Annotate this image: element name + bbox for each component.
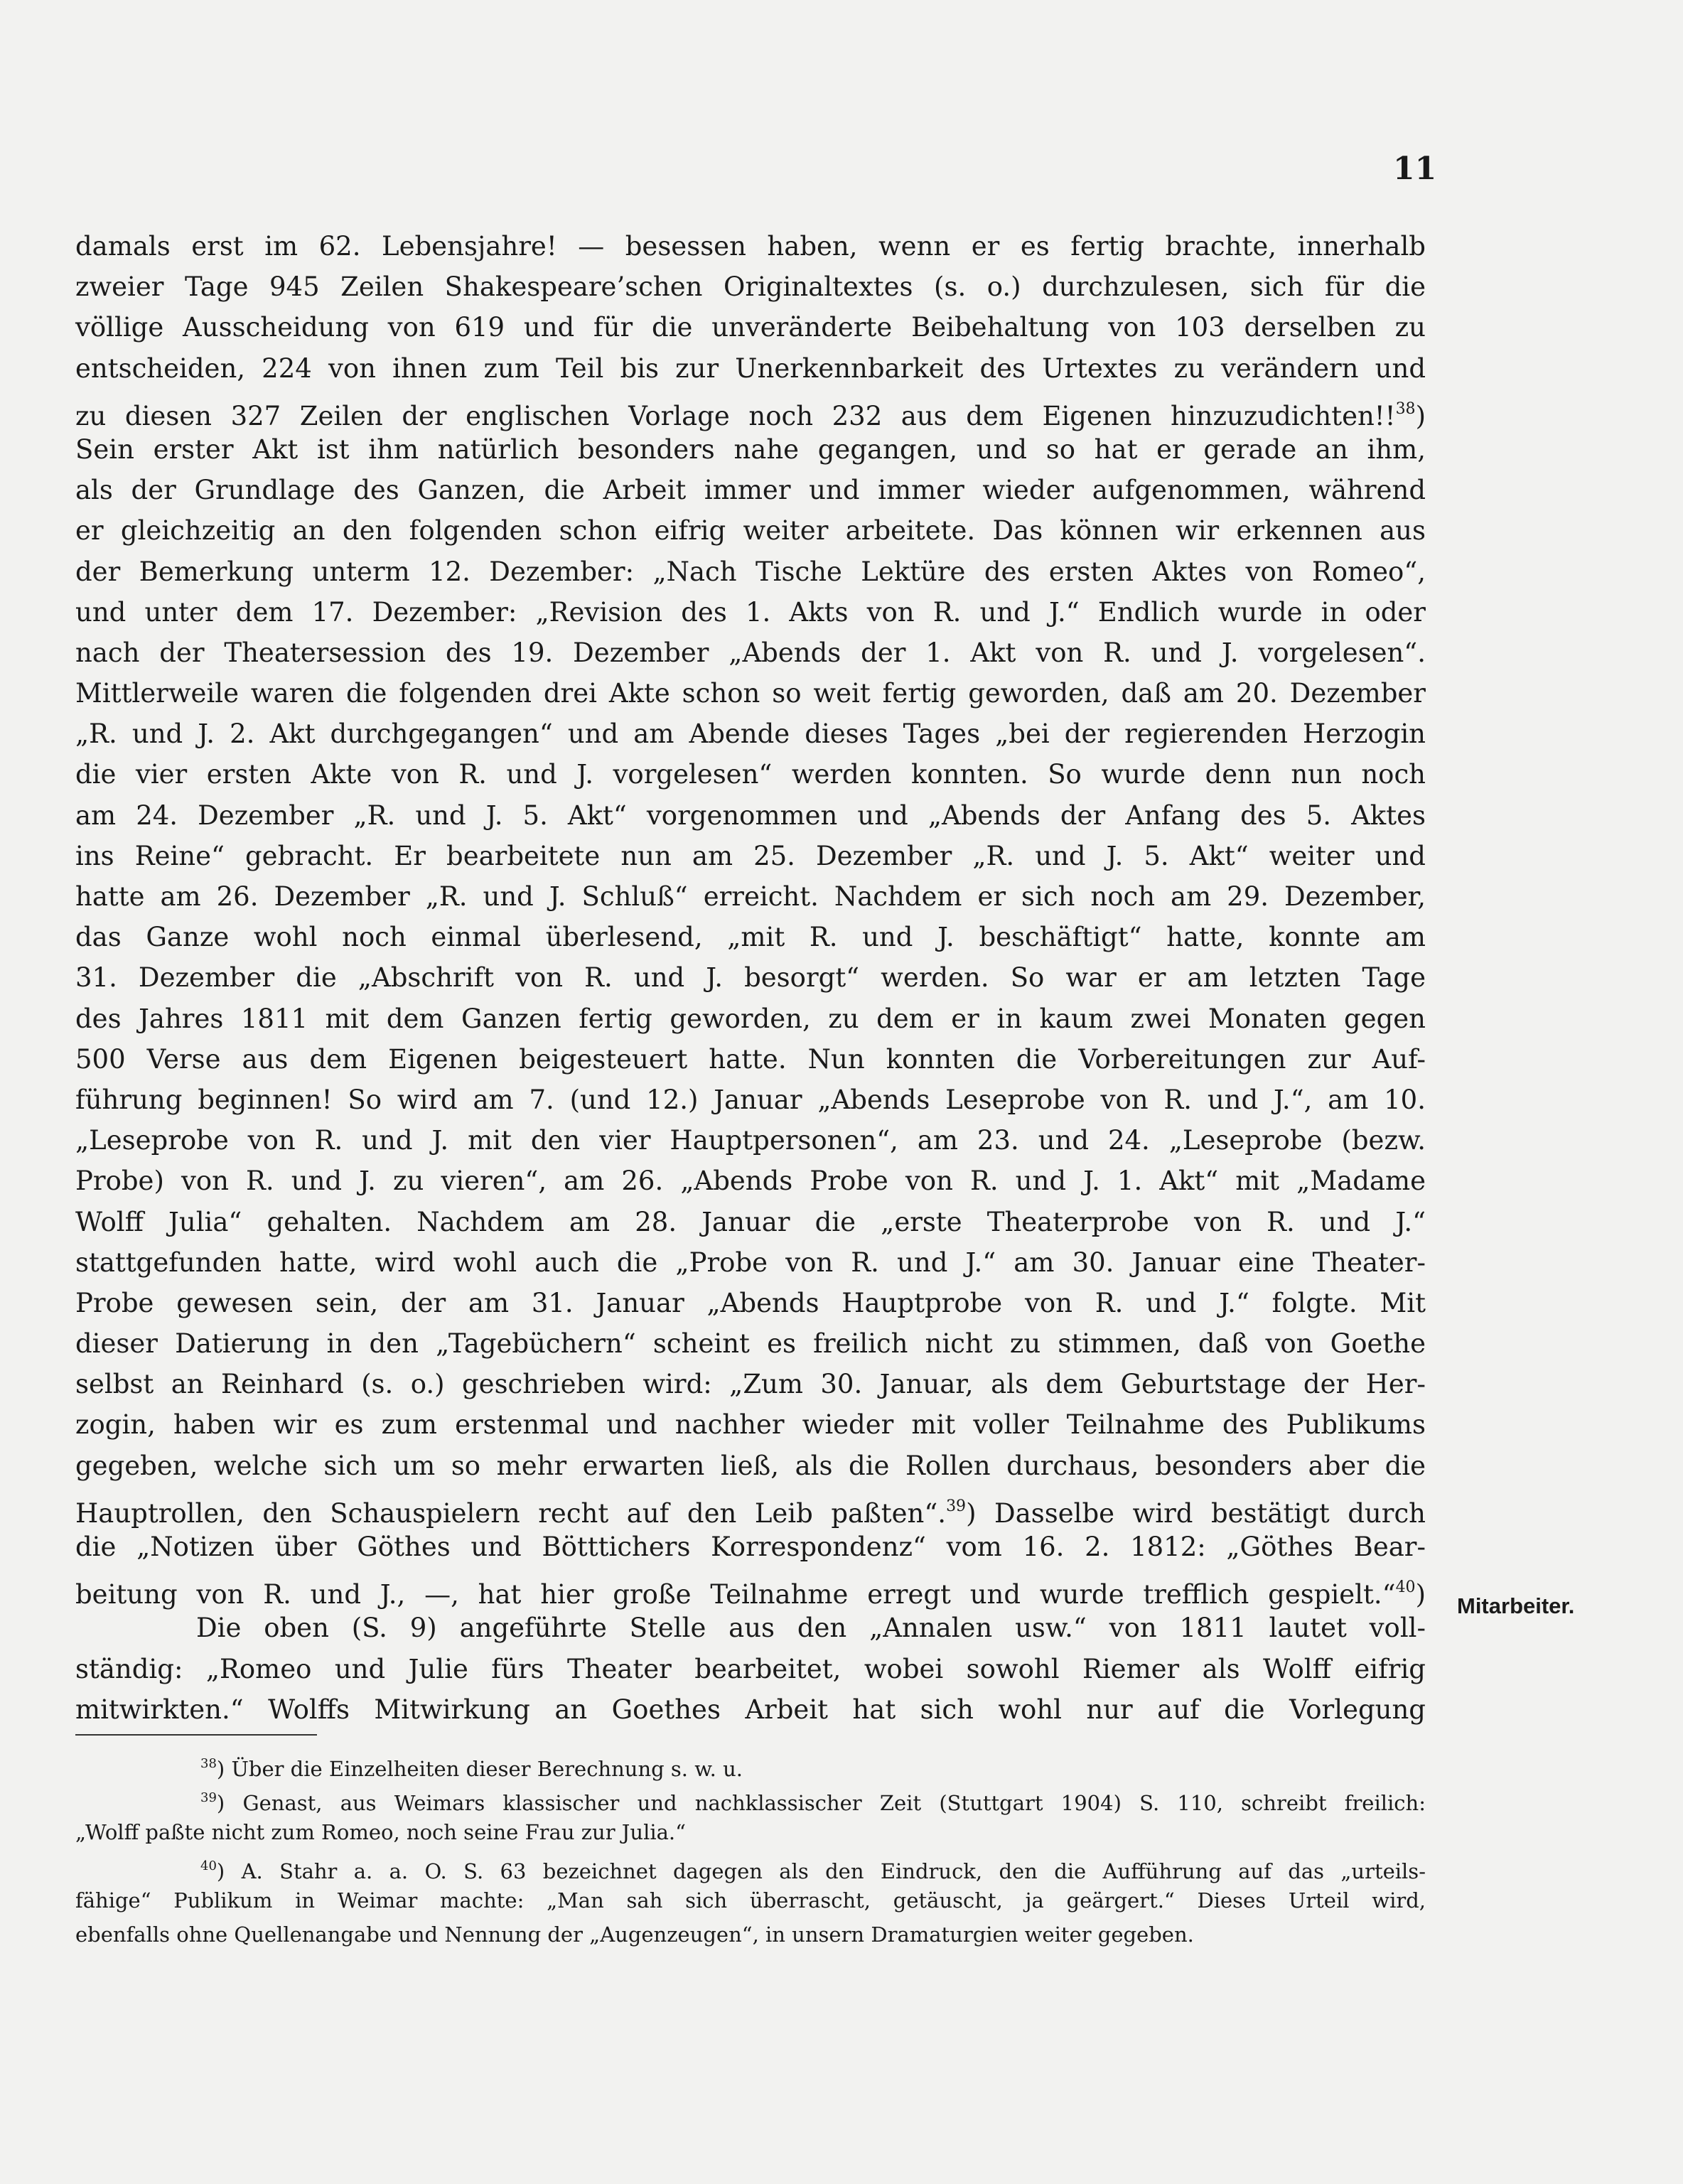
text-line: gegeben, welche sich um so mehr erwarten ließ, als die Rollen durchaus, besonders aber die [75, 1450, 1426, 1481]
footnote-divider [75, 1734, 317, 1736]
footnote-ref-40: 40 [1395, 1578, 1416, 1597]
text-line: Wolff Julia“ gehalten. Nachdem am 28. Januar die „erste Theaterprobe von R. und J.“ [75, 1206, 1426, 1237]
footnote-number: 39 [200, 1790, 217, 1805]
ref-close: ) [966, 1497, 977, 1529]
line-text: beitung von R. und J., —, hat hier große Teilnahme erregt und wurde trefflich gespielt.“ [75, 1579, 1396, 1610]
ref-close: ) [1415, 1579, 1426, 1610]
footnote-39-cont: „Wolff paßte nicht zum Romeo, noch seine Frau zur Julia.“ [75, 1820, 686, 1844]
text-line: mitwirkten.“ Wolffs Mitwirkung an Goethes Arbeit hat sich wohl nur auf die Vorlegung [75, 1694, 1426, 1725]
text-line: zweier Tage 945 Zeilen Shakespeare’schen Originaltextes (s. o.) durchzulesen, sich für die [75, 271, 1426, 303]
text-line: selbst an Reinhard (s. o.) geschrieben wird: „Zum 30. Januar, als dem Geburtstage der Her- [75, 1369, 1426, 1400]
text-line: Sein erster Akt ist ihm natürlich besonders nahe gegangen, und so hat er gerade an ihm, [75, 434, 1426, 465]
text-line: zogin, haben wir es zum erstenmal und nachher wieder mit voller Teilnahme des Publikums [75, 1409, 1426, 1441]
footnote-text: ) Genast, aus Weimars klassischer und nachklassischer Zeit (Stuttgart 1904) S. 110, schreibt freilich: [216, 1791, 1426, 1815]
text-line: 31. Dezember die „Abschrift von R. und J. besorgt“ werden. So war er am letzten Tage [75, 962, 1426, 994]
footnote-number: 40 [200, 1858, 217, 1873]
line-text: Hauptrollen, den Schauspielern recht auf den Leib paßten“. [75, 1497, 947, 1529]
text-line: der Bemerkung unterm 12. Dezember: „Nach Tische Lektüre des ersten Aktes von Romeo“, [75, 556, 1426, 587]
ref-close: ) [1415, 400, 1426, 431]
footnote-number: 38 [200, 1756, 217, 1771]
line-text-tail: Dasselbe wird bestätigt durch [976, 1497, 1426, 1529]
margin-note: Mitarbeiter. [1457, 1593, 1575, 1618]
text-line: das Ganze wohl noch einmal überlesend, „mit R. und J. beschäftigt“ hatte, konnte am [75, 922, 1426, 953]
footnotes [75, 1747, 1426, 1952]
text-line: die „Notizen über Göthes und Bötttichers Korrespondenz“ vom 16. 2. 1812: „Göthes Bear- [75, 1532, 1426, 1562]
text-line: Probe) von R. und J. zu vieren“, am 26. „Abends Probe von R. und J. 1. Akt“ mit „Madame [75, 1166, 1426, 1197]
footnote-40-cont: fähige“ Publikum in Weimar machte: „Man sah sich überrascht, getäuscht, ja geärgert.“ Dieses Urteil wird, [75, 1888, 1426, 1913]
text-line: ständig: „Romeo und Julie fürs Theater bearbeitet, wobei sowohl Riemer als Wolff eifrig [75, 1653, 1426, 1684]
footnote-38 [75, 1747, 1426, 1781]
text-line: nach der Theatersession des 19. Dezember „Abends der 1. Akt von R. und J. vorgelesen“. [75, 637, 1426, 668]
text-line: damals erst im 62. Lebensjahre! — besessen haben, wenn er es fertig brachte, innerhalb [75, 231, 1426, 262]
line-text: zu diesen 327 Zeilen der englischen Vorlage noch 232 aus dem Eigenen hinzuzudichten!! [75, 400, 1396, 431]
text-line: Probe gewesen sein, der am 31. Januar „Abends Hauptprobe von R. und J.“ folgte. Mit [75, 1287, 1426, 1318]
text-line: stattgefunden hatte, wird wohl auch die „Probe von R. und J.“ am 30. Januar eine Theater- [75, 1247, 1426, 1278]
text-line [75, 1486, 1426, 1527]
text-line: dieser Datierung in den „Tagebüchern“ scheint es freilich nicht zu stimmen, daß von Goethe [75, 1328, 1426, 1360]
footnote-ref-39: 39 [946, 1497, 967, 1515]
text-line: 500 Verse aus dem Eigenen beigesteuert hatte. Nun konnten die Vorbereitungen zur Auf- [75, 1043, 1426, 1075]
text-line: die vier ersten Akte von R. und J. vorgelesen“ werden konnten. So wurde denn nun noch [75, 759, 1426, 790]
text-line: „Leseprobe von R. und J. mit den vier Hauptpersonen“, am 23. und 24. „Leseprobe (bezw. [75, 1125, 1426, 1156]
text-line: als der Grundlage des Ganzen, die Arbeit immer und immer wieder aufgenommen, während [75, 475, 1426, 506]
footnote-text: ) A. Stahr a. a. O. S. 63 bezeichnet dagegen als den Eindruck, den die Aufführung auf das „urteils- [216, 1859, 1426, 1883]
text-line: „R. und J. 2. Akt durchgegangen“ und am Abende dieses Tages „bei der regierenden Herzogin [75, 719, 1426, 750]
text-line: er gleichzeitig an den folgenden schon eifrig weiter arbeitete. Das können wir erkennen aus [75, 515, 1426, 547]
text-line: Die oben (S. 9) angeführte Stelle aus den „Annalen usw.“ von 1811 lautet voll- [196, 1613, 1426, 1644]
text-line: am 24. Dezember „R. und J. 5. Akt“ vorgenommen und „Abends der Anfang des 5. Aktes [75, 800, 1426, 831]
text-line: hatte am 26. Dezember „R. und J. Schluß“ erreicht. Nachdem er sich noch am 29. Dezember, [75, 881, 1426, 912]
text-line: ins Reine“ gebracht. Er bearbeitete nun am 25. Dezember „R. und J. 5. Akt“ weiter und [75, 840, 1426, 871]
text-line: Mittlerweile waren die folgenden drei Akte schon so weit fertig geworden, daß am 20. Dezember [75, 678, 1426, 709]
text-line: völlige Ausscheidung von 619 und für die unveränderte Beibehaltung von 103 derselben zu [75, 312, 1426, 343]
text-line: und unter dem 17. Dezember: „Revision des 1. Akts von R. und J.“ Endlich wurde in oder [75, 596, 1426, 628]
text-line: des Jahres 1811 mit dem Ganzen fertig geworden, zu dem er in kaum zwei Monaten gegen [75, 1003, 1426, 1034]
footnote-text: ) Über die Einzelheiten dieser Berechnung s. w. u. [216, 1757, 743, 1781]
text-line [75, 1567, 1426, 1608]
footnote-39 [75, 1781, 1426, 1815]
page-number: 11 [1393, 151, 1437, 187]
main-text [75, 226, 1426, 1730]
footnote-40-cont: ebenfalls ohne Quellenangabe und Nennung der „Augenzeugen“, in unsern Dramaturgien weiter gegeben. [75, 1922, 1194, 1947]
text-line: entscheiden, 224 von ihnen zum Teil bis zur Unerkennbarkeit des Urtextes zu verändern und [75, 353, 1426, 384]
text-line: führung beginnen! So wird am 7. (und 12.) Januar „Abends Leseprobe von R. und J.“, am 10. [75, 1084, 1426, 1115]
footnote-40 [75, 1849, 1426, 1883]
text-line [75, 389, 1426, 429]
footnote-ref-38: 38 [1395, 399, 1416, 418]
